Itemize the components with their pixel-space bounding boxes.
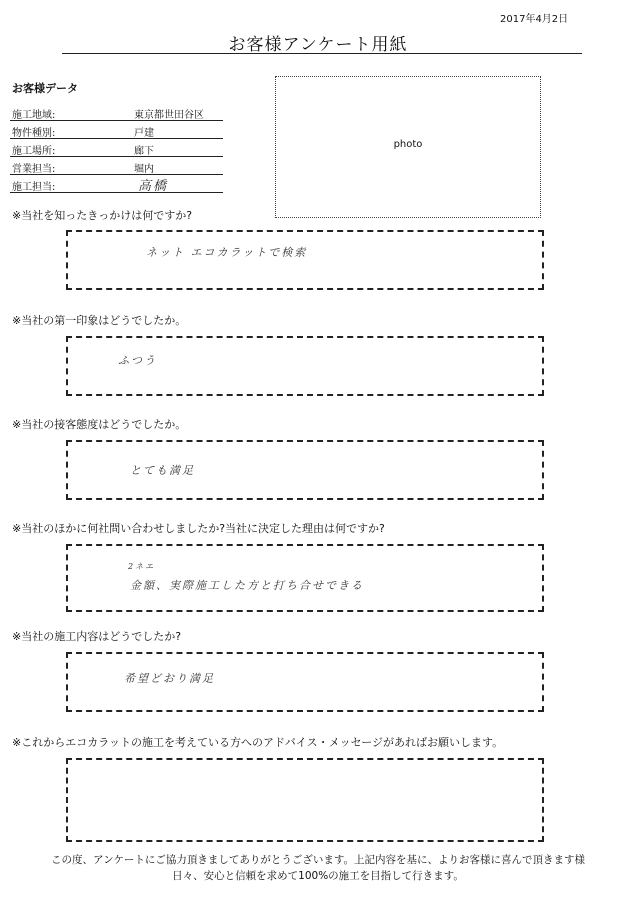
answer-5-text: 希望どおり満足 <box>124 672 215 685</box>
answer-4-note: 2ネエ <box>128 562 156 571</box>
question-1: ※当社を知ったきっかけは何ですか? <box>12 209 193 222</box>
answer-box-6 <box>66 758 544 842</box>
question-3: ※当社の接客態度はどうでしたか。 <box>12 418 187 431</box>
info-label: 施工担当: <box>12 182 56 193</box>
survey-date: 2017年4月2日 <box>500 14 569 25</box>
title-underline <box>62 53 582 54</box>
question-5: ※当社の施工内容はどうでしたか? <box>12 630 182 643</box>
question-4: ※当社のほかに何社問い合わせしましたか?当社に決定した理由は何ですか? <box>12 522 385 535</box>
info-value: 堀内 <box>134 164 154 175</box>
answer-box-3 <box>66 440 544 500</box>
info-label: 物件種別: <box>12 128 56 139</box>
info-label: 営業担当: <box>12 164 56 175</box>
info-value-handwritten: 高橋 <box>138 179 169 194</box>
answer-box-5 <box>66 652 544 712</box>
answer-1-text: ネット エコカラットで検索 <box>146 246 308 259</box>
answer-box-1 <box>66 230 544 290</box>
info-value: 戸建 <box>134 128 154 139</box>
customer-data-heading: お客様データ <box>12 82 78 95</box>
answer-4-text: 金額、実際施工した方と打ち合せできる <box>130 579 364 592</box>
footer-line-1: この度、アンケートにご協力頂きましてありがとうございます。上記内容を基に、よりお客様に喜んで頂きます様 <box>50 854 586 866</box>
info-row-location <box>10 140 223 157</box>
answer-3-text: とても満足 <box>130 464 195 477</box>
page-title: お客様アンケート用紙 <box>228 35 408 55</box>
info-value: 東京都世田谷区 <box>134 110 204 121</box>
photo-label: photo <box>393 139 423 150</box>
info-value: 廊下 <box>134 146 154 157</box>
question-2: ※当社の第一印象はどうでしたか。 <box>12 314 187 327</box>
info-row-area <box>10 104 223 121</box>
info-label: 施工地域: <box>12 110 56 121</box>
question-6: ※これからエコカラットの施工を考えている方へのアドバイス・メッセージがあればお願いします。 <box>12 736 504 749</box>
info-label: 施工場所: <box>12 146 56 157</box>
answer-box-2 <box>66 336 544 396</box>
answer-box-4 <box>66 544 544 612</box>
info-row-property-type <box>10 122 223 139</box>
photo-placeholder <box>275 76 541 218</box>
footer-line-2: 日々、安心と信頼を求めて100%の施工を目指して行きます。 <box>172 870 464 882</box>
info-row-installer <box>10 176 223 193</box>
answer-2-text: ふつう <box>118 354 157 367</box>
info-row-sales-rep <box>10 158 223 175</box>
